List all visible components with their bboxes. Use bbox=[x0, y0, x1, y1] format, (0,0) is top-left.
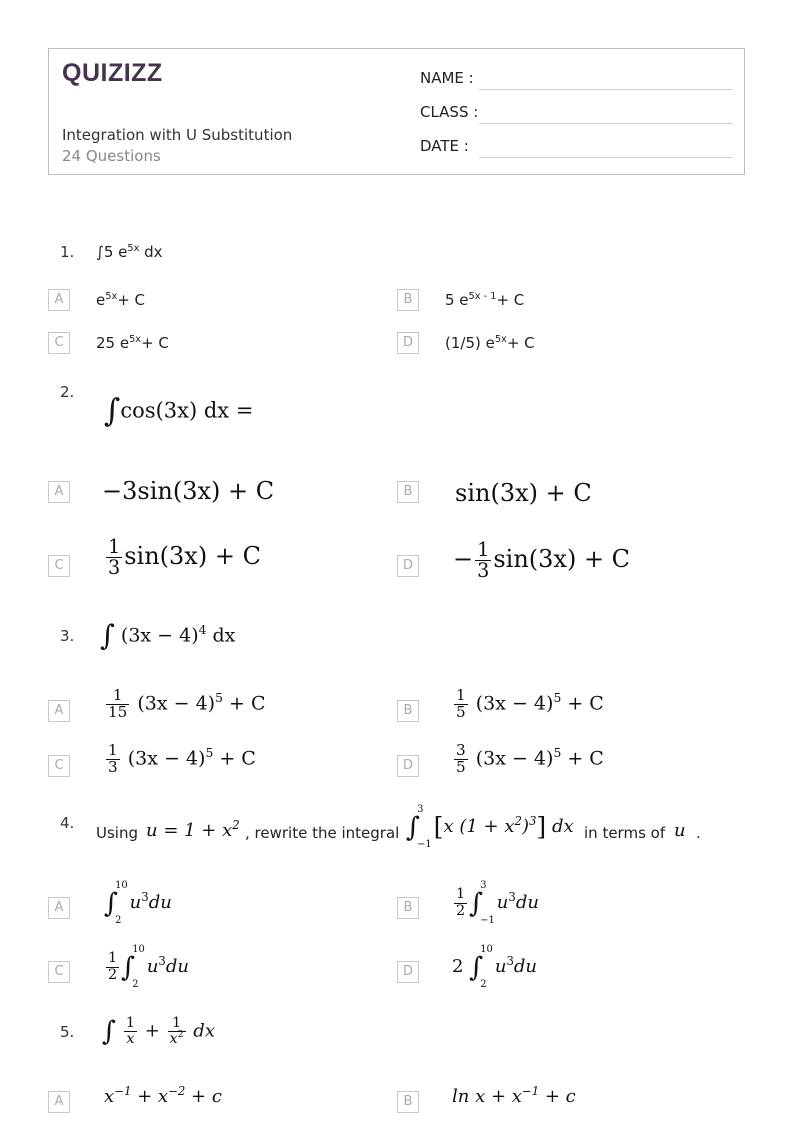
option-letter-b[interactable]: B bbox=[397, 1091, 419, 1113]
question-3-number: 3. bbox=[60, 627, 75, 645]
q5-option-b[interactable]: $\ln x + x^{-1} + c$ bbox=[452, 1084, 576, 1107]
question-count: 24 Questions bbox=[62, 147, 161, 165]
q4-text-using: Using bbox=[96, 824, 138, 842]
q1-option-d[interactable]: (1/5) $e^{5x}+ C$ bbox=[445, 334, 535, 352]
option-letter-b[interactable]: B bbox=[397, 481, 419, 503]
name-label: NAME : bbox=[420, 69, 474, 87]
date-label: DATE : bbox=[420, 137, 469, 155]
question-1-prompt: ∫5 $e^{5x}$ dx bbox=[96, 243, 163, 261]
q3-option-c[interactable]: $\frac{1}{3}$ $(3x - 4)^5 + C$ bbox=[108, 741, 256, 776]
q3-option-b[interactable]: $\frac{1}{5}$ $(3x - 4)^5 + C$ bbox=[456, 686, 604, 721]
q3-option-a[interactable]: $\frac{1}{15}$ $(3x - 4)^5 + C$ bbox=[108, 686, 266, 721]
q2-option-d[interactable]: − $\frac{1}{3}$ sin(3x) + C bbox=[453, 538, 631, 583]
quizizz-logo: QUIZIZZ bbox=[62, 59, 163, 87]
q4-option-a[interactable]: ∫ 10 2 $u^3du$ bbox=[104, 880, 172, 926]
option-letter-d[interactable]: D bbox=[397, 755, 419, 777]
q4-text-period: . bbox=[696, 824, 701, 842]
option-letter-c[interactable]: C bbox=[48, 555, 70, 577]
option-letter-d[interactable]: D bbox=[397, 332, 419, 354]
q1-option-c[interactable]: 25 $e^{5x}+ C$ bbox=[96, 334, 169, 352]
option-letter-a[interactable]: A bbox=[48, 897, 70, 919]
q5-option-a[interactable]: $x^{-1} + x^{-2} + c$ bbox=[104, 1084, 222, 1107]
option-letter-d[interactable]: D bbox=[397, 555, 419, 577]
q4-u-equation: $u = 1 + x^2$ bbox=[146, 818, 240, 841]
option-letter-c[interactable]: C bbox=[48, 961, 70, 983]
option-letter-a[interactable]: A bbox=[48, 289, 70, 311]
q4-option-d[interactable]: 2 ∫ 10 2 $u^3du$ bbox=[452, 944, 537, 990]
option-letter-a[interactable]: A bbox=[48, 1091, 70, 1113]
q2-option-b[interactable]: sin(3x) + C bbox=[455, 479, 592, 507]
name-line[interactable] bbox=[479, 89, 733, 90]
date-line[interactable] bbox=[479, 157, 733, 158]
question-1-number: 1. bbox=[60, 243, 75, 261]
option-letter-c[interactable]: C bbox=[48, 755, 70, 777]
class-line[interactable] bbox=[479, 123, 733, 124]
worksheet-header bbox=[48, 48, 745, 175]
q3-option-d[interactable]: $\frac{3}{5}$ $(3x - 4)^5 + C$ bbox=[456, 741, 604, 776]
q4-option-b[interactable]: $\frac{1}{2}$ ∫ 3 −1 $u^3du$ bbox=[456, 880, 539, 926]
option-letter-b[interactable]: B bbox=[397, 700, 419, 722]
class-label: CLASS : bbox=[420, 103, 479, 121]
q2-option-a[interactable]: −3sin(3x) + C bbox=[102, 477, 275, 505]
question-5-number: 5. bbox=[60, 1023, 75, 1041]
q4-text-rewrite: , rewrite the integral bbox=[245, 824, 400, 842]
q4-u-variable: u bbox=[674, 820, 686, 841]
option-letter-b[interactable]: B bbox=[397, 897, 419, 919]
option-letter-d[interactable]: D bbox=[397, 961, 419, 983]
option-letter-b[interactable]: B bbox=[397, 289, 419, 311]
question-4-number: 4. bbox=[60, 814, 75, 832]
question-2-number: 2. bbox=[60, 383, 75, 401]
worksheet-title: Integration with U Substitution bbox=[62, 126, 293, 144]
q4-integral: ∫ 3 −1 [x $(1 + x^2)^3$] dx bbox=[406, 804, 574, 850]
question-2-prompt: ∫cos(3x) dx = bbox=[104, 393, 254, 429]
q4-text-terms: in terms of bbox=[584, 824, 666, 842]
q1-option-a[interactable]: $e^{5x}+ C$ bbox=[96, 291, 146, 309]
option-letter-a[interactable]: A bbox=[48, 700, 70, 722]
q1-option-b[interactable]: 5 $e^{5x - 1}+ C$ bbox=[445, 291, 525, 309]
q4-option-c[interactable]: $\frac{1}{2}$ ∫ 10 2 $u^3du$ bbox=[108, 944, 189, 990]
question-3-prompt: ∫ $(3x - 4)^4$ dx bbox=[100, 619, 236, 652]
option-letter-c[interactable]: C bbox=[48, 332, 70, 354]
question-5-prompt: ∫ $\frac{1}{x}$ + $\frac{1}{x^2}$ dx bbox=[102, 1015, 215, 1048]
q2-option-c[interactable]: $\frac{1}{3}$ sin(3x) + C bbox=[108, 535, 261, 580]
option-letter-a[interactable]: A bbox=[48, 481, 70, 503]
